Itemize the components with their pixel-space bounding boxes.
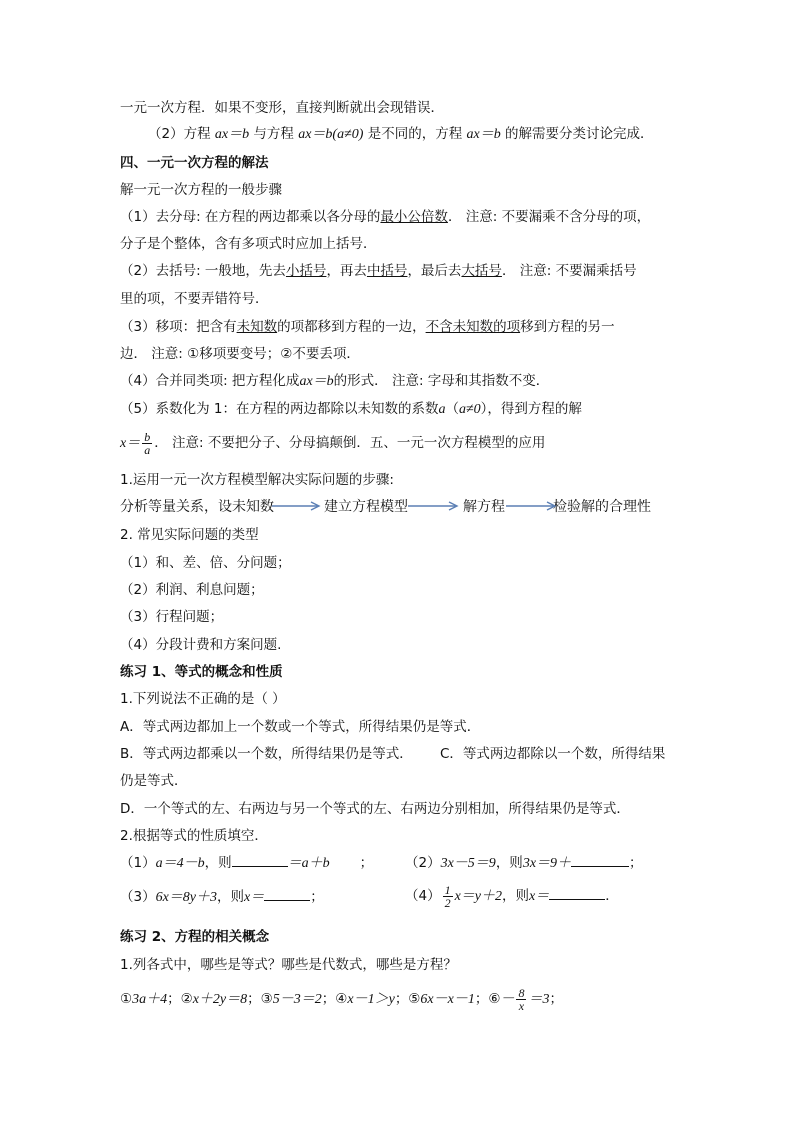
separator: ；⑤ [394, 991, 421, 1007]
separator: ；④ [321, 991, 348, 1007]
question: 2.根据等式的性质填空． [120, 828, 268, 844]
text: （1） [120, 855, 156, 871]
separator: ；② [167, 991, 193, 1007]
section-heading: 练习 2、方程的相关概念 [120, 929, 270, 945]
expression: 6x－x－1 [420, 992, 475, 1007]
fraction-denominator: 2 [444, 895, 451, 910]
text: （4）合并同类项: 把方程化成 [120, 373, 300, 389]
fill-blank-3 [120, 888, 324, 907]
fraction [443, 884, 453, 909]
text: （4） [405, 888, 441, 904]
text: ，则 [204, 855, 232, 871]
text-line: 分子是个整体，含有多项式时应加上括号． [120, 236, 377, 252]
question: 1.列各式中，哪些是等式？哪些是代数式，哪些是方程？ [120, 957, 457, 973]
answer-blank[interactable] [232, 854, 288, 867]
text: 是不同的，方程 [367, 126, 463, 142]
text: ，再去 [326, 263, 367, 279]
equation: ax＝b [214, 127, 250, 142]
fill-blank-4 [405, 881, 619, 912]
flow-step: 建立方程模型 [324, 499, 408, 515]
option-c: C．等式两边都除以一个数，所得结果 [440, 746, 666, 762]
marker: ① [120, 991, 133, 1007]
underlined-term: 大括号 [461, 263, 502, 279]
text-line: 边． 注意: ①移项要变号；②不要丢项． [120, 346, 360, 362]
answer-blank[interactable] [549, 887, 605, 900]
fill-blank-1 [120, 854, 373, 873]
text: ； [629, 855, 643, 871]
text: ； [310, 889, 324, 905]
equation: ax＝b(a≠0) [298, 127, 364, 142]
equation: 3x＝9＋ [522, 856, 572, 871]
section-heading: 四、一元一次方程的解法 [120, 155, 269, 171]
list-item: （3）行程问题； [120, 609, 224, 625]
equation: a [438, 402, 446, 417]
fraction-numerator: 8 [518, 985, 525, 1000]
list-item: （2）利润、利息问题； [120, 582, 264, 598]
text-line: 解一元一次方程的一般步骤 [120, 182, 282, 198]
option-d: D．一个等式的左、右两边与另一个等式的左、右两边分别相加，所得结果仍是等式． [120, 801, 630, 817]
option-c-continued: 仍是等式． [120, 773, 188, 789]
list-item: （4）分段计费和方案问题. [120, 637, 282, 653]
text: 的解需要分类讨论完成． [505, 126, 654, 142]
text: （2）去括号: 一般地，先去 [120, 263, 286, 279]
text: （ [445, 401, 459, 417]
text: ； [359, 855, 374, 871]
equation: a≠0 [458, 402, 481, 417]
expression: ＝3 [528, 992, 550, 1007]
text-line: 一元一次方程．如果不变形，直接判断就出会现错误． [120, 100, 444, 116]
expression: x＋2y＝8 [192, 992, 248, 1007]
equation: a＝4－b [155, 856, 205, 871]
option-a: A．等式两边都加上一个数或一个等式，所得结果仍是等式． [120, 719, 481, 735]
answer-blank[interactable] [264, 888, 310, 901]
equation: ax＝b [299, 374, 334, 389]
expression-list [120, 982, 563, 1017]
underlined-term: 不含未知数的项 [425, 319, 521, 335]
equation: 3x－5＝9 [440, 856, 496, 871]
flow-step: 解方程 [463, 499, 505, 515]
underlined-term: 小括号 [285, 263, 327, 279]
text: （2）方程 [148, 126, 211, 142]
text: （3） [120, 889, 156, 905]
text: ． 注意: 不要漏乘括号 [501, 263, 637, 279]
text: 移到方程的另一 [520, 319, 615, 335]
text: 的项都移到方程的一边， [277, 319, 426, 335]
text: 的形式． 注意: 字母和其指数不变． [333, 373, 550, 389]
answer-blank[interactable] [571, 854, 629, 867]
section-heading: 练习 1、等式的概念和性质 [120, 664, 283, 680]
fraction-denominator: x [518, 998, 525, 1013]
text: ． 注意: 不要把分子、分母搞颠倒．五、一元一次方程模型的应用 [154, 435, 546, 451]
equation: x＝ [120, 436, 141, 451]
fraction-denominator: a [144, 442, 151, 457]
text: （2） [405, 855, 441, 871]
fill-blank-2 [405, 854, 643, 873]
text: ，则 [495, 855, 523, 871]
expression: － [500, 992, 515, 1007]
expression: 3a＋4 [132, 992, 168, 1007]
expression: 5－3＝2 [272, 992, 322, 1007]
underlined-term: 未知数 [236, 319, 278, 335]
expression: x－1＞y [347, 992, 395, 1007]
text-line: 1.运用一元一次方程模型解决实际问题的步骤: [120, 472, 394, 488]
separator: ；⑥ [474, 991, 501, 1007]
text: ，则 [217, 889, 245, 905]
text-line: 里的项，不要弄错符号． [120, 291, 269, 307]
text: ． [605, 888, 619, 904]
option-b: B．等式两边都乘以一个数，所得结果仍是等式． [120, 746, 413, 762]
underlined-term: 最小公倍数 [380, 209, 448, 225]
fraction-numerator: b [144, 429, 151, 444]
equation: x＝ [529, 889, 550, 904]
text: （3）移项：把含有 [120, 319, 237, 335]
fraction-numerator: 1 [444, 882, 451, 897]
equation: x＝y＋2 [454, 889, 503, 904]
equation: 6x＝8y＋3 [155, 890, 218, 905]
list-item: （1）和、差、倍、分问题； [120, 555, 291, 571]
text: ，则 [502, 888, 530, 904]
equation: ax＝b [466, 127, 501, 142]
equation: ＝a＋b [287, 856, 330, 871]
text: ． 注意: 不要漏乘不含分母的项， [447, 209, 651, 225]
text: （1）去分母: 在方程的两边都乘以各分母的 [120, 209, 381, 225]
flow-step: 检验解的合理性 [553, 499, 651, 515]
underlined-term: 中括号 [366, 263, 408, 279]
text: ），得到方程的解 [480, 401, 582, 417]
text: （5）系数化为 1：在方程的两边都除以未知数的系数 [120, 401, 439, 417]
text: ，最后去 [407, 263, 462, 279]
question: 1.下列说法不正确的是（ ） [120, 691, 286, 707]
fraction [516, 987, 526, 1012]
equation: x＝ [244, 890, 265, 905]
separator: ； [549, 991, 563, 1007]
text-line: 2. 常见实际问题的类型 [120, 527, 259, 543]
separator: ；③ [247, 991, 273, 1007]
text: 与方程 [253, 126, 294, 142]
flow-step: 分析等量关系，设未知数 [120, 499, 274, 515]
